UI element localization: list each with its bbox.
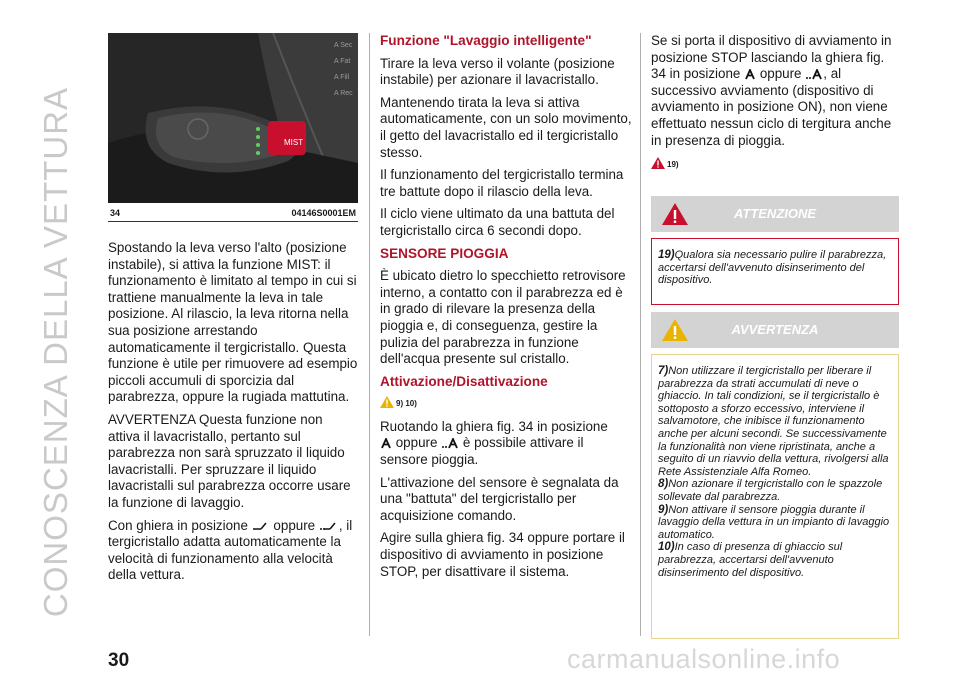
avvertenza-box bbox=[651, 354, 899, 639]
column-divider bbox=[640, 33, 641, 636]
paragraph-stop: Se si porta il dispositivo di avviamento in posizione STOP lasciando la ghiera fig. 34 in posizione oppure , al successivo avviamento (dispositivo di avviamento in posizione ON), non viene effettuato nessun ciclo di tergitura anche in presenza di pioggia. bbox=[651, 33, 892, 148]
column-3 bbox=[651, 33, 899, 180]
figure-34-photo bbox=[108, 33, 358, 203]
paragraph-lavaggio-4: Il ciclo viene ultimato da una battuta del tergicristallo circa 6 secondi dopo. bbox=[380, 206, 615, 238]
column-divider bbox=[369, 33, 370, 636]
heading-attivazione: Attivazione/Disattivazione bbox=[380, 373, 548, 389]
figure-code: 04146S0001EM bbox=[291, 208, 356, 218]
figure-caption bbox=[108, 206, 358, 219]
page-number: 30 bbox=[108, 650, 130, 671]
paragraph-lavaggio-2: Mantenendo tirata la leva si attiva automaticamente, con un solo movimento, il getto del lavacristallo ed il tergicristallo stesso. bbox=[380, 94, 632, 160]
lever-mist-label: MIST bbox=[284, 138, 304, 147]
watermark: carmanualsonline.info bbox=[567, 644, 841, 674]
avvertenza-header: AVVERTENZA bbox=[651, 312, 899, 348]
rain-sensor-position-icon bbox=[744, 69, 756, 80]
wiper-fast-position-icon bbox=[319, 521, 339, 531]
heading-sensore-pioggia: SENSORE PIOGGIA bbox=[380, 245, 509, 261]
screen-label-3: A Fill bbox=[334, 74, 350, 81]
attenzione-header: ATTENZIONE bbox=[651, 196, 899, 232]
attenzione-item: 19)Qualora sia necessario pulire il parabrezza, accertarsi dell'avvenuto disinserimento del dispositivo. bbox=[658, 249, 887, 287]
paragraph-lavaggio-3: Il funzionamento del tergicristallo termina tre battute dopo il rilascio della leva. bbox=[380, 167, 624, 199]
rain-sensor-position-2-icon bbox=[805, 69, 823, 80]
paragraph-attivazione-3: Agire sulla ghiera fig. 34 oppure portare il dispositivo di avviamento in posizione STOP, per disattivare il sistema. bbox=[380, 530, 625, 579]
column-1 bbox=[108, 240, 358, 590]
paragraph-speed-adapt: Con ghiera in posizione oppure , il tergicristallo adatta automaticamente la velocità di funzionamento alla velocità della vettura. bbox=[108, 517, 353, 583]
avvertenza-item: 8)Non azionare il tergicristallo con le spazzole sollevate dal parabrezza. bbox=[658, 478, 883, 503]
paragraph-sensore: È ubicato dietro lo specchietto retrovisore interno, a contatto con il parabrezza ed è in grado di rilevare la presenza della pioggia e, di conseguenza, gestire la pulizia del parabrezza in funzione dell'acqua presente sul cristallo. bbox=[380, 268, 626, 367]
figure-number: 34 bbox=[110, 208, 121, 218]
avvertenza-item: 10)In caso di presenza di ghiaccio sul parabrezza, accertarsi dell'avvenuto disinserimento del dispositivo. bbox=[658, 541, 843, 579]
rain-sensor-position-icon bbox=[380, 438, 392, 449]
screen-label-1: A Sec bbox=[334, 42, 353, 49]
paragraph-mist: Spostando la leva verso l'alto (posizione instabile), si attiva la funzione MIST: il funzionamento è limitato al tempo in cui si trattiene manualmente la leva in tale posizione. Al rilascio, la leva ritorna nella sua posizione arrestando automaticamente il tergicristallo. Questa funzione è utile per rimuovere ad esempio piccoli accumuli di sporcizia dal parabrezza, oppure la rugiada mattutina. bbox=[108, 240, 358, 405]
paragraph-attivazione-1: Ruotando la ghiera fig. 34 in posizione oppure è possibile attivare il sensore pioggia. bbox=[380, 418, 608, 468]
paragraph-attivazione-2: L'attivazione del sensore è segnalata da una "battuta" del tergicristallo per acquisizione comando. bbox=[380, 474, 619, 523]
avvertenza-item: 9)Non attivare il sensore pioggia durante il lavaggio della vettura in un impianto di lavaggio automatico. bbox=[658, 503, 890, 541]
screen-label-4: A Rec bbox=[334, 90, 353, 97]
paragraph-lavaggio-1: Tirare la leva verso il volante (posizione instabile) per azionare il lavacristallo. bbox=[380, 55, 615, 88]
avvertenza-item: 7)Non utilizzare il tergicristallo per liberare il parabrezza da strati accumulati di neve o ghiaccio. In tali condizioni, se il tergicristallo è sottoposto a sforzo eccessivo, interviene il salvamotore, che inibisce il funzionamento anche per alcuni secondi. Se successivamente la funzionalità non viene ripristinata, anche a seguito di un riavvio della vettura, rivolgersi alla Rete Assistenziale Alfa Romeo. bbox=[658, 365, 889, 478]
danger-triangle-icon bbox=[651, 157, 665, 169]
paragraph-avvertenza-mist: AVVERTENZA Questa funzione non attiva il lavacristallo, pertanto sul parabrezza non sarà spruzzato il liquido lavacristalli. Per spruzzare il liquido lavacristalli sul parabrezza occorre usare la funzione di lavaggio. bbox=[108, 411, 351, 510]
caution-triangle-icon bbox=[380, 396, 394, 408]
column-2 bbox=[380, 33, 632, 586]
caution-references: 9) 10) bbox=[380, 396, 632, 413]
wiper-position-icon bbox=[252, 521, 270, 531]
figure-caption-rule bbox=[108, 221, 358, 222]
screen-label-2: A Fat bbox=[334, 58, 351, 65]
attenzione-box bbox=[651, 238, 899, 305]
danger-reference: 19) bbox=[651, 157, 899, 174]
heading-lavaggio-intelligente: Funzione "Lavaggio intelligente" bbox=[380, 33, 592, 48]
rain-sensor-position-2-icon bbox=[441, 438, 459, 449]
